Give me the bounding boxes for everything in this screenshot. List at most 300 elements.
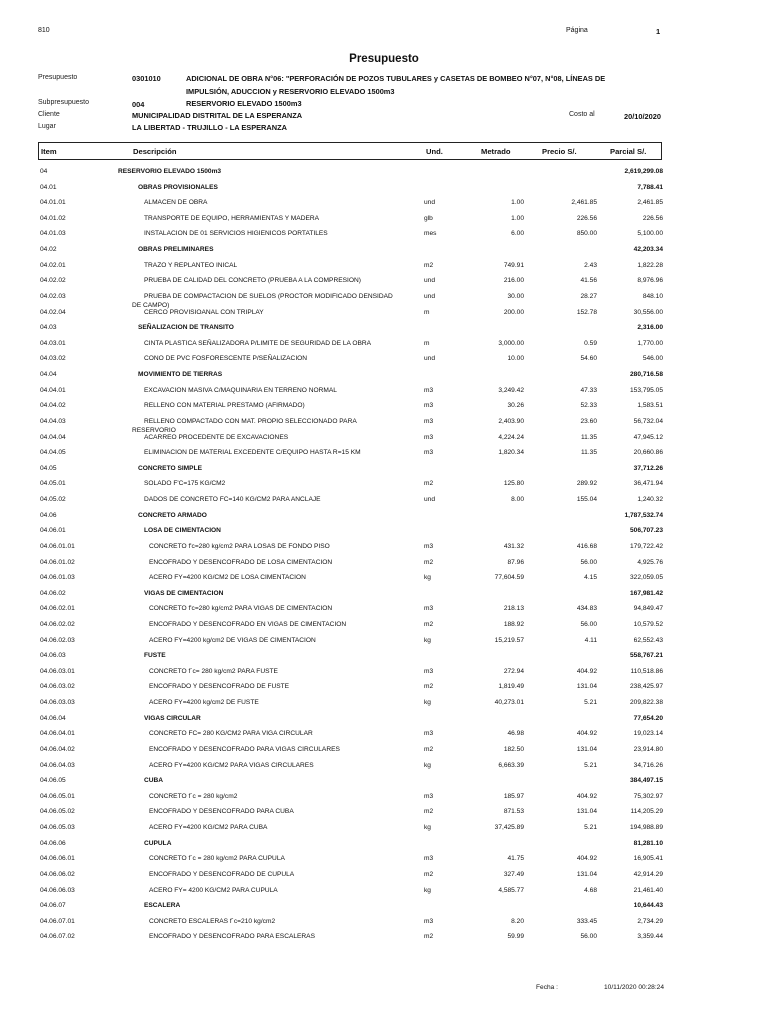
item-code: 04.05.02 bbox=[40, 496, 66, 504]
report-code: 810 bbox=[38, 27, 50, 34]
item-description: ACERO FY=4200 KG/CM2 PARA VIGAS CIRCULARES bbox=[149, 761, 314, 769]
item-parcial: 194,988.89 bbox=[629, 824, 663, 832]
item-code: 04.05 bbox=[40, 464, 57, 472]
item-unit: m3 bbox=[424, 792, 434, 800]
item-parcial: 10,644.43 bbox=[633, 902, 663, 910]
item-precio: 4.68 bbox=[584, 886, 597, 894]
lugar-label: Lugar bbox=[38, 123, 56, 130]
item-description: DADOS DE CONCRETO FC=140 KG/CM2 PARA ANCLAJE bbox=[144, 496, 321, 504]
item-description: CONO DE PVC FOSFORESCENTE P/SEÑALIZACION bbox=[144, 355, 308, 363]
item-metrado: 182.50 bbox=[503, 745, 524, 753]
item-parcial: 2,316.00 bbox=[637, 324, 663, 332]
item-unit: m3 bbox=[424, 605, 434, 613]
item-parcial: 34,716.26 bbox=[633, 761, 663, 769]
item-precio: 47.33 bbox=[580, 386, 597, 394]
item-precio: 4.15 bbox=[584, 574, 597, 582]
item-parcial: 19,023.14 bbox=[633, 730, 663, 738]
table-column-header bbox=[38, 142, 662, 160]
item-description: EXCAVACION MASIVA C/MAQUINARIA EN TERRENO NORMAL bbox=[144, 386, 337, 394]
item-metrado: 46.98 bbox=[507, 730, 524, 738]
table-row bbox=[0, 309, 768, 322]
item-precio: 28.27 bbox=[580, 292, 597, 300]
item-code: 04.02 bbox=[40, 246, 57, 254]
item-unit: glb bbox=[424, 214, 433, 222]
item-precio: 131.04 bbox=[576, 683, 597, 691]
item-description: ENCOFRADO Y DESENCOFRADO PARA VIGAS CIRCULARES bbox=[149, 745, 340, 753]
item-parcial: 94,849.47 bbox=[633, 605, 663, 613]
item-metrado: 6.00 bbox=[511, 230, 524, 238]
item-parcial: 114,205.29 bbox=[630, 808, 663, 816]
table-row bbox=[0, 855, 768, 868]
table-row bbox=[0, 621, 768, 634]
item-code: 04.05.01 bbox=[40, 480, 66, 488]
item-parcial: 62,552.43 bbox=[633, 636, 663, 644]
item-code: 04.02.02 bbox=[40, 277, 66, 285]
item-metrado: 2,403.90 bbox=[498, 417, 524, 425]
item-unit: m3 bbox=[424, 417, 434, 425]
column-parcial: Parcial S/. bbox=[610, 147, 647, 156]
item-parcial: 1,583.51 bbox=[637, 402, 663, 410]
item-metrado: 1,819.49 bbox=[498, 683, 524, 691]
item-parcial: 3,359.44 bbox=[637, 933, 663, 941]
item-unit: m bbox=[424, 308, 430, 316]
table-row bbox=[0, 246, 768, 259]
item-code: 04.06.03.03 bbox=[40, 699, 75, 707]
item-metrado: 1.00 bbox=[511, 199, 524, 207]
item-unit: m3 bbox=[424, 386, 434, 394]
table-row bbox=[0, 465, 768, 478]
item-parcial: 558,767.21 bbox=[629, 652, 663, 660]
table-row bbox=[0, 574, 768, 587]
item-unit: m2 bbox=[424, 683, 434, 691]
item-parcial: 546.00 bbox=[642, 355, 663, 363]
item-parcial: 1,822.28 bbox=[637, 261, 663, 269]
table-row bbox=[0, 793, 768, 806]
item-code: 04.02.01 bbox=[40, 261, 66, 269]
table-row bbox=[0, 746, 768, 759]
item-metrado: 3,000.00 bbox=[498, 339, 524, 347]
item-description: ENCOFRADO Y DESENCOFRADO PARA CUBA bbox=[149, 808, 294, 816]
item-code: 04.04.04 bbox=[40, 433, 66, 441]
item-code: 04.06.07.01 bbox=[40, 917, 75, 925]
item-description: OBRAS PROVISIONALES bbox=[138, 183, 218, 191]
item-parcial: 16,905.41 bbox=[633, 855, 663, 863]
item-metrado: 8.00 bbox=[511, 496, 524, 504]
item-parcial: 179,722.42 bbox=[629, 542, 663, 550]
item-description: ACERO FY=4200 KG/CM2 PARA CUBA bbox=[149, 824, 268, 832]
item-description: ACERO FY=4200 kg/cm2 DE FUSTE bbox=[149, 699, 259, 707]
item-code: 04.01.03 bbox=[40, 230, 66, 238]
item-parcial: 4,925.76 bbox=[637, 558, 663, 566]
table-row bbox=[0, 559, 768, 572]
table-row bbox=[0, 449, 768, 462]
item-description: VIGAS CIRCULAR bbox=[144, 714, 201, 722]
table-row bbox=[0, 652, 768, 665]
table-row bbox=[0, 808, 768, 821]
cliente-value: MUNICIPALIDAD DISTRITAL DE LA ESPERANZA bbox=[132, 111, 303, 120]
table-row bbox=[0, 480, 768, 493]
item-metrado: 87.96 bbox=[507, 558, 524, 566]
item-code: 04.06.05.01 bbox=[40, 792, 75, 800]
table-row bbox=[0, 215, 768, 228]
table-row bbox=[0, 168, 768, 181]
item-description: MOVIMIENTO DE TIERRAS bbox=[138, 371, 223, 379]
table-row bbox=[0, 527, 768, 540]
item-precio: 155.04 bbox=[576, 496, 597, 504]
item-description: ENCOFRADO Y DESENCOFRADO PARA ESCALERAS bbox=[149, 933, 315, 941]
item-precio: 52.33 bbox=[580, 402, 597, 410]
item-parcial: 1,787,532.74 bbox=[624, 511, 663, 519]
item-description: CONCRETO ARMADO bbox=[138, 511, 207, 519]
table-row bbox=[0, 824, 768, 837]
item-description: CUBA bbox=[144, 777, 164, 785]
item-description: CONCRETO f´c= 280 kg/cm2 PARA FUSTE bbox=[149, 667, 278, 675]
item-parcial: 77,654.20 bbox=[633, 714, 663, 722]
table-row bbox=[0, 340, 768, 353]
page-label: Página bbox=[566, 27, 588, 34]
item-parcial: 42,203.34 bbox=[633, 246, 663, 254]
item-description: ENCOFRADO Y DESENCOFRADO DE LOSA CIMENTACION bbox=[149, 558, 333, 566]
item-parcial: 848.10 bbox=[642, 292, 663, 300]
item-precio: 850.00 bbox=[576, 230, 597, 238]
item-metrado: 59.99 bbox=[507, 933, 524, 941]
item-metrado: 30.26 bbox=[507, 402, 524, 410]
item-parcial: 36,471.94 bbox=[633, 480, 663, 488]
table-row bbox=[0, 512, 768, 525]
item-parcial: 110,518.86 bbox=[630, 667, 663, 675]
item-parcial: 384,497.15 bbox=[629, 777, 663, 785]
item-metrado: 3,249.42 bbox=[498, 386, 524, 394]
item-description: ENCOFRADO Y DESENCOFRADO EN VIGAS DE CIMENTACION bbox=[149, 620, 347, 628]
item-description: ACERO FY=4200 kg/cm2 DE VIGAS DE CIMENTACION bbox=[149, 636, 316, 644]
cliente-label: Cliente bbox=[38, 111, 60, 118]
table-row bbox=[0, 230, 768, 243]
item-parcial: 280,716.58 bbox=[629, 371, 663, 379]
item-description: OBRAS PRELIMINARES bbox=[138, 246, 214, 254]
table-row bbox=[0, 887, 768, 900]
item-code: 04.06.03.02 bbox=[40, 683, 75, 691]
item-description: ENCOFRADO Y DESENCOFRADO DE FUSTE bbox=[149, 683, 290, 691]
item-parcial: 1,240.32 bbox=[637, 496, 663, 504]
item-code: 04.04.05 bbox=[40, 449, 66, 457]
item-code: 04.06.06.03 bbox=[40, 886, 75, 894]
item-unit: m3 bbox=[424, 917, 434, 925]
item-code: 04.04.02 bbox=[40, 402, 66, 410]
item-description: INSTALACION DE 01 SERVICIOS HIGIENICOS PORTATILES bbox=[144, 230, 328, 238]
table-row bbox=[0, 277, 768, 290]
item-precio: 2.43 bbox=[584, 261, 597, 269]
table-row bbox=[0, 387, 768, 400]
item-code: 04.06.04.02 bbox=[40, 745, 75, 753]
item-metrado: 15,219.57 bbox=[494, 636, 524, 644]
item-precio: 23.60 bbox=[580, 417, 597, 425]
item-code: 04.06.04.01 bbox=[40, 730, 75, 738]
item-metrado: 40,273.01 bbox=[494, 699, 524, 707]
item-code: 04.06.05.02 bbox=[40, 808, 75, 816]
item-metrado: 125.80 bbox=[503, 480, 524, 488]
item-metrado: 185.97 bbox=[503, 792, 524, 800]
table-row bbox=[0, 918, 768, 931]
item-description: LOSA DE CIMENTACION bbox=[144, 527, 221, 535]
table-row bbox=[0, 871, 768, 884]
presupuesto-code: 0301010 bbox=[132, 74, 161, 83]
presupuesto-description-line1: ADICIONAL DE OBRA N°06: "PERFORACIÓN DE POZOS TUBULARES y CASETAS DE BOMBEO N°07, N°08, LÍNEAS DE bbox=[186, 74, 606, 83]
item-unit: und bbox=[424, 292, 436, 300]
item-parcial: 20,660.86 bbox=[633, 449, 663, 457]
item-metrado: 6,663.39 bbox=[498, 761, 524, 769]
table-row bbox=[0, 199, 768, 212]
item-precio: 333.45 bbox=[576, 917, 597, 925]
item-code: 04.06.07 bbox=[40, 902, 66, 910]
table-row bbox=[0, 699, 768, 712]
item-parcial: 153,795.05 bbox=[629, 386, 663, 394]
item-description: CONCRETO f'c=280 kg/cm2 PARA VIGAS DE CIMENTACION bbox=[149, 605, 333, 613]
item-description: CONCRETO SIMPLE bbox=[138, 464, 202, 472]
lugar-value: LA LIBERTAD - TRUJILLO - LA ESPERANZA bbox=[132, 123, 287, 132]
item-metrado: 10.00 bbox=[507, 355, 524, 363]
item-parcial: 209,822.38 bbox=[629, 699, 663, 707]
item-precio: 289.92 bbox=[576, 480, 597, 488]
item-description: RELLENO CON MATERIAL PRESTAMO (AFIRMADO) bbox=[144, 402, 305, 410]
item-unit: m2 bbox=[424, 933, 434, 941]
item-parcial: 238,425.97 bbox=[629, 683, 663, 691]
item-description: CONCRETO ESCALERAS f´c=210 kg/cm2 bbox=[149, 917, 276, 925]
item-precio: 434.83 bbox=[576, 605, 597, 613]
item-metrado: 41.75 bbox=[507, 855, 524, 863]
table-row bbox=[0, 434, 768, 447]
item-description: SOLADO F'C=175 KG/CM2 bbox=[144, 480, 226, 488]
item-description: ELIMINACION DE MATERIAL EXCEDENTE C/EQUIPO HASTA R=15 KM bbox=[144, 449, 361, 457]
item-description: ACARREO PROCEDENTE DE EXCAVACIONES bbox=[144, 433, 289, 441]
item-parcial: 506,707.23 bbox=[629, 527, 663, 535]
item-parcial: 37,712.26 bbox=[633, 464, 663, 472]
item-code: 04.06.04.03 bbox=[40, 761, 75, 769]
table-row bbox=[0, 762, 768, 775]
item-parcial: 2,734.29 bbox=[637, 917, 663, 925]
item-unit: m2 bbox=[424, 745, 434, 753]
item-unit: kg bbox=[424, 699, 431, 707]
item-metrado: 188.92 bbox=[503, 620, 524, 628]
item-precio: 404.92 bbox=[576, 667, 597, 675]
page-number: 1 bbox=[656, 27, 661, 36]
item-unit: mes bbox=[424, 230, 437, 238]
costo-label: Costo al bbox=[569, 111, 595, 118]
subpresupuesto-label: Subpresupuesto bbox=[38, 99, 89, 106]
item-description: CUPULA bbox=[144, 839, 172, 847]
item-metrado: 30.00 bbox=[507, 292, 524, 300]
item-metrado: 8.20 bbox=[511, 917, 524, 925]
fecha-value: 10/11/2020 00:28:24 bbox=[604, 984, 665, 991]
item-description: ALMACEN DE OBRA bbox=[144, 199, 208, 207]
item-code: 04.06.06.02 bbox=[40, 870, 75, 878]
table-row bbox=[0, 840, 768, 853]
column-metrado: Metrado bbox=[481, 147, 511, 156]
item-precio: 416.68 bbox=[576, 542, 597, 550]
item-description: CINTA PLASTICA SEÑALIZADORA P/LIMITE DE SEGURIDAD DE LA OBRA bbox=[144, 339, 372, 347]
item-unit: und bbox=[424, 277, 436, 285]
item-metrado: 216.00 bbox=[503, 277, 524, 285]
item-parcial: 81,281.10 bbox=[633, 839, 663, 847]
item-precio: 226.56 bbox=[576, 214, 597, 222]
item-precio: 41.56 bbox=[580, 277, 597, 285]
subpresupuesto-code: 004 bbox=[132, 100, 145, 109]
item-parcial: 322,059.05 bbox=[629, 574, 663, 582]
costo-date: 20/10/2020 bbox=[624, 112, 661, 121]
item-unit: m3 bbox=[424, 855, 434, 863]
item-precio: 4.11 bbox=[584, 636, 597, 644]
table-row bbox=[0, 933, 768, 946]
item-code: 04.02.03 bbox=[40, 292, 66, 300]
item-parcial: 23,914.80 bbox=[633, 745, 663, 753]
item-unit: m3 bbox=[424, 730, 434, 738]
item-parcial: 2,619,299.08 bbox=[624, 168, 663, 175]
item-code: 04.06.05.03 bbox=[40, 824, 75, 832]
item-description: CONCRETO f´c = 280 kg/cm2 bbox=[149, 792, 238, 800]
item-description: RESERVORIO ELEVADO 1500m3 bbox=[118, 168, 222, 175]
item-parcial: 56,732.04 bbox=[633, 417, 663, 425]
table-row bbox=[0, 371, 768, 384]
item-unit: kg bbox=[424, 761, 431, 769]
item-description-continued: DE CAMPO) bbox=[132, 301, 170, 309]
item-code: 04.03.01 bbox=[40, 339, 66, 347]
item-unit: m3 bbox=[424, 542, 434, 550]
item-parcial: 30,556.00 bbox=[633, 308, 663, 316]
item-precio: 5.21 bbox=[584, 824, 597, 832]
item-description: ACERO FY= 4200 KG/CM2 PARA CUPULA bbox=[149, 886, 278, 894]
item-parcial: 7,788.41 bbox=[637, 183, 663, 191]
item-description: TRANSPORTE DE EQUIPO, HERRAMIENTAS Y MADERA bbox=[144, 214, 320, 222]
item-parcial: 75,302.97 bbox=[633, 792, 663, 800]
item-code: 04.06.03.01 bbox=[40, 667, 75, 675]
item-unit: m2 bbox=[424, 480, 434, 488]
item-code: 04.04.01 bbox=[40, 386, 66, 394]
item-metrado: 1.00 bbox=[511, 214, 524, 222]
item-description: RELLENO COMPACTADO CON MAT. PROPIO SELECCIONADO PARA bbox=[144, 417, 357, 425]
fecha-label: Fecha : bbox=[536, 984, 558, 991]
item-parcial: 167,981.42 bbox=[629, 589, 663, 597]
item-parcial: 1,770.00 bbox=[637, 339, 663, 347]
item-code: 04.06.01.02 bbox=[40, 558, 75, 566]
item-parcial: 226.56 bbox=[642, 214, 663, 222]
item-code: 04.06.06 bbox=[40, 839, 66, 847]
item-precio: 56.00 bbox=[580, 620, 597, 628]
item-precio: 404.92 bbox=[576, 792, 597, 800]
item-parcial: 42,914.29 bbox=[633, 870, 663, 878]
item-precio: 404.92 bbox=[576, 730, 597, 738]
item-code: 04.06.06.01 bbox=[40, 855, 75, 863]
item-code: 04.01.01 bbox=[40, 199, 66, 207]
item-metrado: 218.13 bbox=[503, 605, 524, 613]
item-description: FUSTE bbox=[144, 652, 166, 660]
item-parcial: 2,461.85 bbox=[637, 199, 663, 207]
item-unit: m3 bbox=[424, 449, 434, 457]
item-precio: 54.60 bbox=[580, 355, 597, 363]
item-metrado: 431.32 bbox=[503, 542, 524, 550]
item-metrado: 871.53 bbox=[503, 808, 524, 816]
item-parcial: 8,976.96 bbox=[637, 277, 663, 285]
item-metrado: 4,224.24 bbox=[498, 433, 524, 441]
table-row bbox=[0, 417, 768, 434]
table-row bbox=[0, 262, 768, 275]
item-code: 04.06.02.01 bbox=[40, 605, 75, 613]
table-row bbox=[0, 590, 768, 603]
table-row bbox=[0, 668, 768, 681]
item-description: CONCRETO FC= 280 KG/CM2 PARA VIGA CIRCULAR bbox=[149, 730, 313, 738]
item-unit: m3 bbox=[424, 667, 434, 675]
item-code: 04.03.02 bbox=[40, 355, 66, 363]
item-metrado: 4,585.77 bbox=[498, 886, 524, 894]
item-precio: 5.21 bbox=[584, 761, 597, 769]
presupuesto-description-line2: IMPULSIÓN, ADUCCION y RESERVORIO ELEVADO 1500m3 bbox=[186, 87, 395, 96]
column-item: Item bbox=[41, 147, 57, 156]
table-row bbox=[0, 605, 768, 618]
item-unit: m2 bbox=[424, 620, 434, 628]
table-row bbox=[0, 402, 768, 415]
item-unit: m2 bbox=[424, 870, 434, 878]
item-code: 04.02.04 bbox=[40, 308, 66, 316]
item-precio: 404.92 bbox=[576, 855, 597, 863]
item-code: 04.06.07.02 bbox=[40, 933, 75, 941]
item-description: SEÑALIZACION DE TRANSITO bbox=[138, 324, 234, 332]
item-code: 04.06.02 bbox=[40, 589, 66, 597]
table-row bbox=[0, 715, 768, 728]
item-code: 04.06.05 bbox=[40, 777, 66, 785]
item-unit: m2 bbox=[424, 558, 434, 566]
item-unit: kg bbox=[424, 574, 431, 582]
item-code: 04.06.02.03 bbox=[40, 636, 75, 644]
item-code: 04.06.04 bbox=[40, 714, 66, 722]
item-precio: 0.59 bbox=[584, 339, 597, 347]
item-unit: und bbox=[424, 199, 436, 207]
item-parcial: 21,461.40 bbox=[633, 886, 663, 894]
item-precio: 131.04 bbox=[576, 745, 597, 753]
item-unit: m bbox=[424, 339, 430, 347]
table-row bbox=[0, 637, 768, 650]
table-row bbox=[0, 184, 768, 197]
item-precio: 56.00 bbox=[580, 558, 597, 566]
subpresupuesto-description: RESERVORIO ELEVADO 1500m3 bbox=[186, 99, 302, 108]
item-code: 04.06.01.01 bbox=[40, 542, 75, 550]
column-descripcion: Descripción bbox=[133, 147, 177, 156]
item-code: 04.06.01.03 bbox=[40, 574, 75, 582]
item-precio: 56.00 bbox=[580, 933, 597, 941]
item-precio: 152.78 bbox=[576, 308, 597, 316]
presupuesto-label: Presupuesto bbox=[38, 74, 78, 81]
item-unit: m2 bbox=[424, 261, 434, 269]
item-description: ACERO FY=4200 KG/CM2 DE LOSA CIMENTACION bbox=[149, 574, 306, 582]
item-unit: kg bbox=[424, 886, 431, 894]
item-description: ENCOFRADO Y DESENCOFRADO DE CUPULA bbox=[149, 870, 295, 878]
item-precio: 131.04 bbox=[576, 870, 597, 878]
table-row bbox=[0, 777, 768, 790]
item-unit: m3 bbox=[424, 433, 434, 441]
item-precio: 131.04 bbox=[576, 808, 597, 816]
page-title: Presupuesto bbox=[349, 53, 419, 65]
item-description: CONCRETO f´c = 280 kg/cm2 PARA CUPULA bbox=[149, 855, 285, 863]
item-metrado: 200.00 bbox=[503, 308, 524, 316]
table-row bbox=[0, 324, 768, 337]
item-description-continued: RESERVORIO bbox=[132, 426, 176, 434]
item-metrado: 77,604.59 bbox=[494, 574, 524, 582]
item-unit: kg bbox=[424, 636, 431, 644]
item-metrado: 327.49 bbox=[503, 870, 524, 878]
item-precio: 11.35 bbox=[580, 433, 597, 441]
item-metrado: 272.94 bbox=[503, 667, 524, 675]
item-precio: 2,461.85 bbox=[571, 199, 597, 207]
item-code: 04.01 bbox=[40, 183, 57, 191]
item-parcial: 10,579.52 bbox=[633, 620, 663, 628]
item-description: PRUEBA DE COMPACTACION DE SUELOS (PROCTOR MODIFICADO DENSIDAD bbox=[144, 292, 393, 300]
